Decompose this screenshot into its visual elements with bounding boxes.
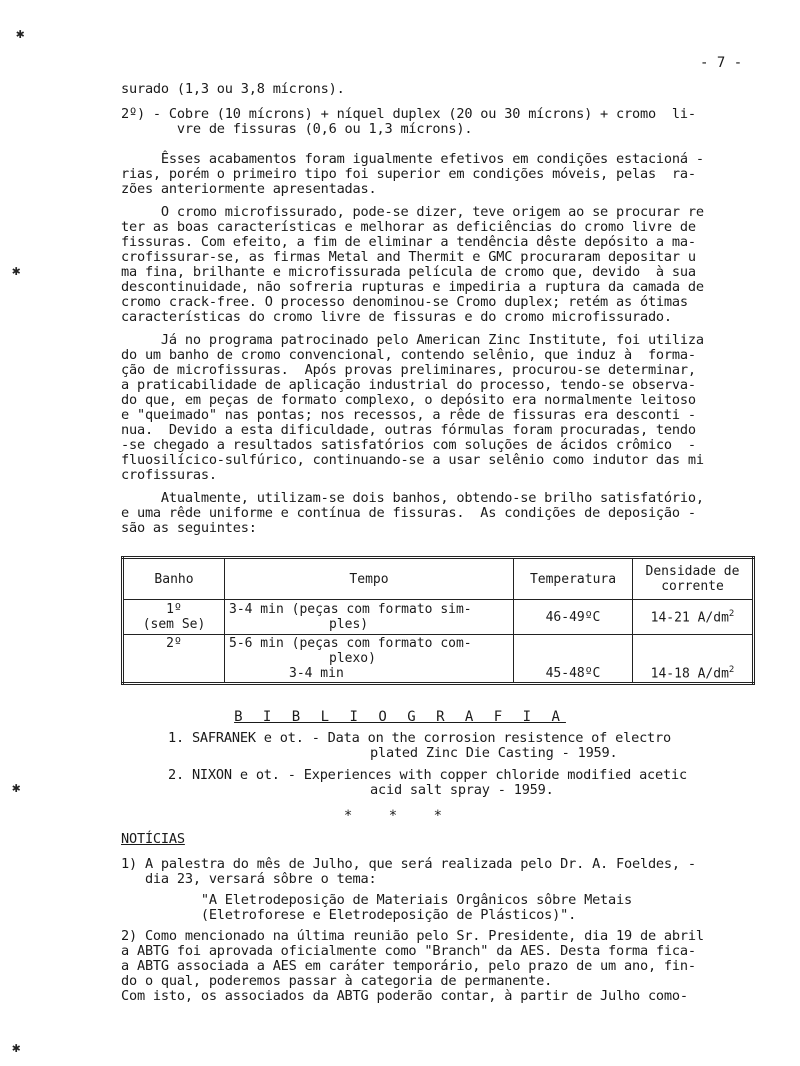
text-line: vre de fissuras (0,6 ou 1,3 mícrons). [121, 121, 473, 137]
text-line: a praticabilidade de aplicação industrial do processo, tendo-se observa- [121, 377, 696, 393]
text-line: características do cromo livre de fissuras e do cromo microfissurado. [121, 309, 672, 325]
text-line: crofissurar-se, as firmas Metal and Thermit e GMC procuraram depositar u [121, 249, 696, 265]
text-line: nua. Devido a esta dificuldade, outras fórmulas foram procuradas, tendo [121, 422, 696, 438]
news-heading: NOTÍCIAS [121, 831, 185, 847]
news-line: 1) A palestra do mês de Julho, que será realizada pelo Dr. A. Foeldes, - [121, 856, 696, 872]
bath-number: 2º [166, 636, 182, 651]
text-line: do que, em peças de formato complexo, o depósito era normalmente leitoso [121, 392, 696, 408]
table-header: Densidade de corrente [633, 558, 754, 600]
table-cell [123, 635, 225, 684]
text-line: -se chegado a resultados satisfatórios com soluções de ácidos crômico - [121, 437, 696, 453]
table-cell: 45-48ºC [514, 635, 633, 684]
news-line: 2) Como mencionado na última reunião pelo Sr. Presidente, dia 19 de abril [121, 928, 704, 944]
table-cell [225, 635, 514, 684]
text-line: surado (1,3 ou 3,8 mícrons). [121, 81, 345, 97]
time-text: 3-4 min (peças com formato sim- [229, 602, 472, 617]
current-density: 14-21 A/dm [650, 610, 729, 626]
binder-hole-mark: ✱ [12, 1040, 21, 1056]
table-header-row [123, 558, 754, 600]
bibliography-heading: B I B L I O G R A F I A [234, 709, 566, 725]
page-number: - 7 - [700, 55, 743, 71]
superscript: 2 [728, 664, 735, 675]
superscript: 2 [728, 608, 735, 619]
text-line: zões anteriormente apresentadas. [121, 181, 377, 197]
text-line: Já no programa patrocinado pelo American Zinc Institute, foi utiliza [121, 332, 704, 348]
table-cell [123, 600, 225, 635]
bibliography-item: 1. SAFRANEK e ot. - Data on the corrosion resistence of electro [168, 730, 672, 746]
news-line: a ABTG foi aprovada oficialmente como "Branch" da AES. Desta forma fica- [121, 943, 696, 959]
text-line: do um banho de cromo convencional, contendo selênio, que induz à forma- [121, 347, 696, 363]
table-cell [633, 635, 754, 684]
section-separator: * * * [343, 808, 457, 824]
bibliography-item: plated Zinc Die Casting - 1959. [370, 745, 618, 761]
table-header: Temperatura [514, 558, 633, 600]
news-line: do o qual, poderemos passar à categoria de permanente. [121, 973, 553, 989]
deposition-conditions-table [121, 556, 755, 685]
table-row [123, 600, 754, 635]
table-row [123, 635, 754, 684]
text-line: ter as boas características e melhorar as deficiências do cromo livre de [121, 219, 696, 235]
current-density: 14-18 A/dm [650, 666, 729, 681]
table-cell: 46-49ºC [514, 600, 633, 635]
text-line: ção de microfissuras. Após provas preliminares, procurou-se determinar, [121, 362, 696, 378]
text-line: crofissuras. [121, 467, 217, 483]
news-line: (Eletroforese e Eletrodeposição de Plásticos)". [121, 907, 577, 923]
text-line: 2º) - Cobre (10 mícrons) + níquel duplex (20 ou 30 mícrons) + cromo li- [121, 106, 696, 122]
bath-note: (sem Se) [142, 617, 206, 632]
bibliography-item: 2. NIXON e ot. - Experiences with copper chloride modified acetic [168, 767, 687, 783]
text-line: ma fina, brilhante e microfissurada película de cromo que, devido à sua [121, 264, 696, 280]
text-line: O cromo microfissurado, pode-se dizer, teve origem ao se procurar re [121, 204, 704, 220]
binder-hole-mark: ✱ [16, 26, 25, 42]
news-line: a ABTG associada a AES em caráter temporário, pelo prazo de um ano, fin- [121, 958, 696, 974]
bibliography-item: acid salt spray - 1959. [370, 782, 554, 798]
table-header: Banho [123, 558, 225, 600]
text-line: descontinuidade, não sofreria rupturas e impediria a ruptura da camada de [121, 279, 704, 295]
table-header: Tempo [225, 558, 514, 600]
news-line: "A Eletrodeposição de Materiais Orgânicos sôbre Metais [121, 892, 632, 908]
time-text: ples) [329, 617, 369, 632]
table-cell [633, 600, 754, 635]
text-line: cromo crack-free. O processo denominou-se Cromo duplex; retém as ótimas [121, 294, 688, 310]
text-line: rias, porém o primeiro tipo foi superior em condições móveis, pelas ra- [121, 166, 696, 182]
binder-hole-mark: ✱ [12, 780, 21, 796]
text-line: e uma rêde uniforme e contínua de fissuras. As condições de deposição - [121, 505, 696, 521]
text-line: Atualmente, utilizam-se dois banhos, obtendo-se brilho satisfatório, [121, 490, 704, 506]
text-line: e "queimado" nas pontas; nos recessos, a rêde de fissuras era desconti - [121, 407, 696, 423]
time-text: plexo) [329, 651, 376, 666]
text-line: Êsses acabamentos foram igualmente efetivos em condições estacioná - [121, 151, 704, 167]
time-text: 3-4 min [289, 666, 344, 681]
news-line: dia 23, versará sôbre o tema: [121, 871, 377, 887]
text-line: fissuras. Com efeito, a fim de eliminar a tendência dêste depósito a ma- [121, 234, 696, 250]
text-line: são as seguintes: [121, 520, 257, 536]
time-text: 5-6 min (peças com formato com- [229, 636, 472, 651]
table-cell [225, 600, 514, 635]
news-line: Com isto, os associados da ABTG poderão contar, à partir de Julho como- [121, 988, 688, 1004]
binder-hole-mark: ✱ [12, 263, 21, 279]
bath-number: 1º [166, 602, 182, 617]
text-line: fluosilícico-sulfúrico, continuando-se a usar selênio como indutor das mi [121, 452, 704, 468]
